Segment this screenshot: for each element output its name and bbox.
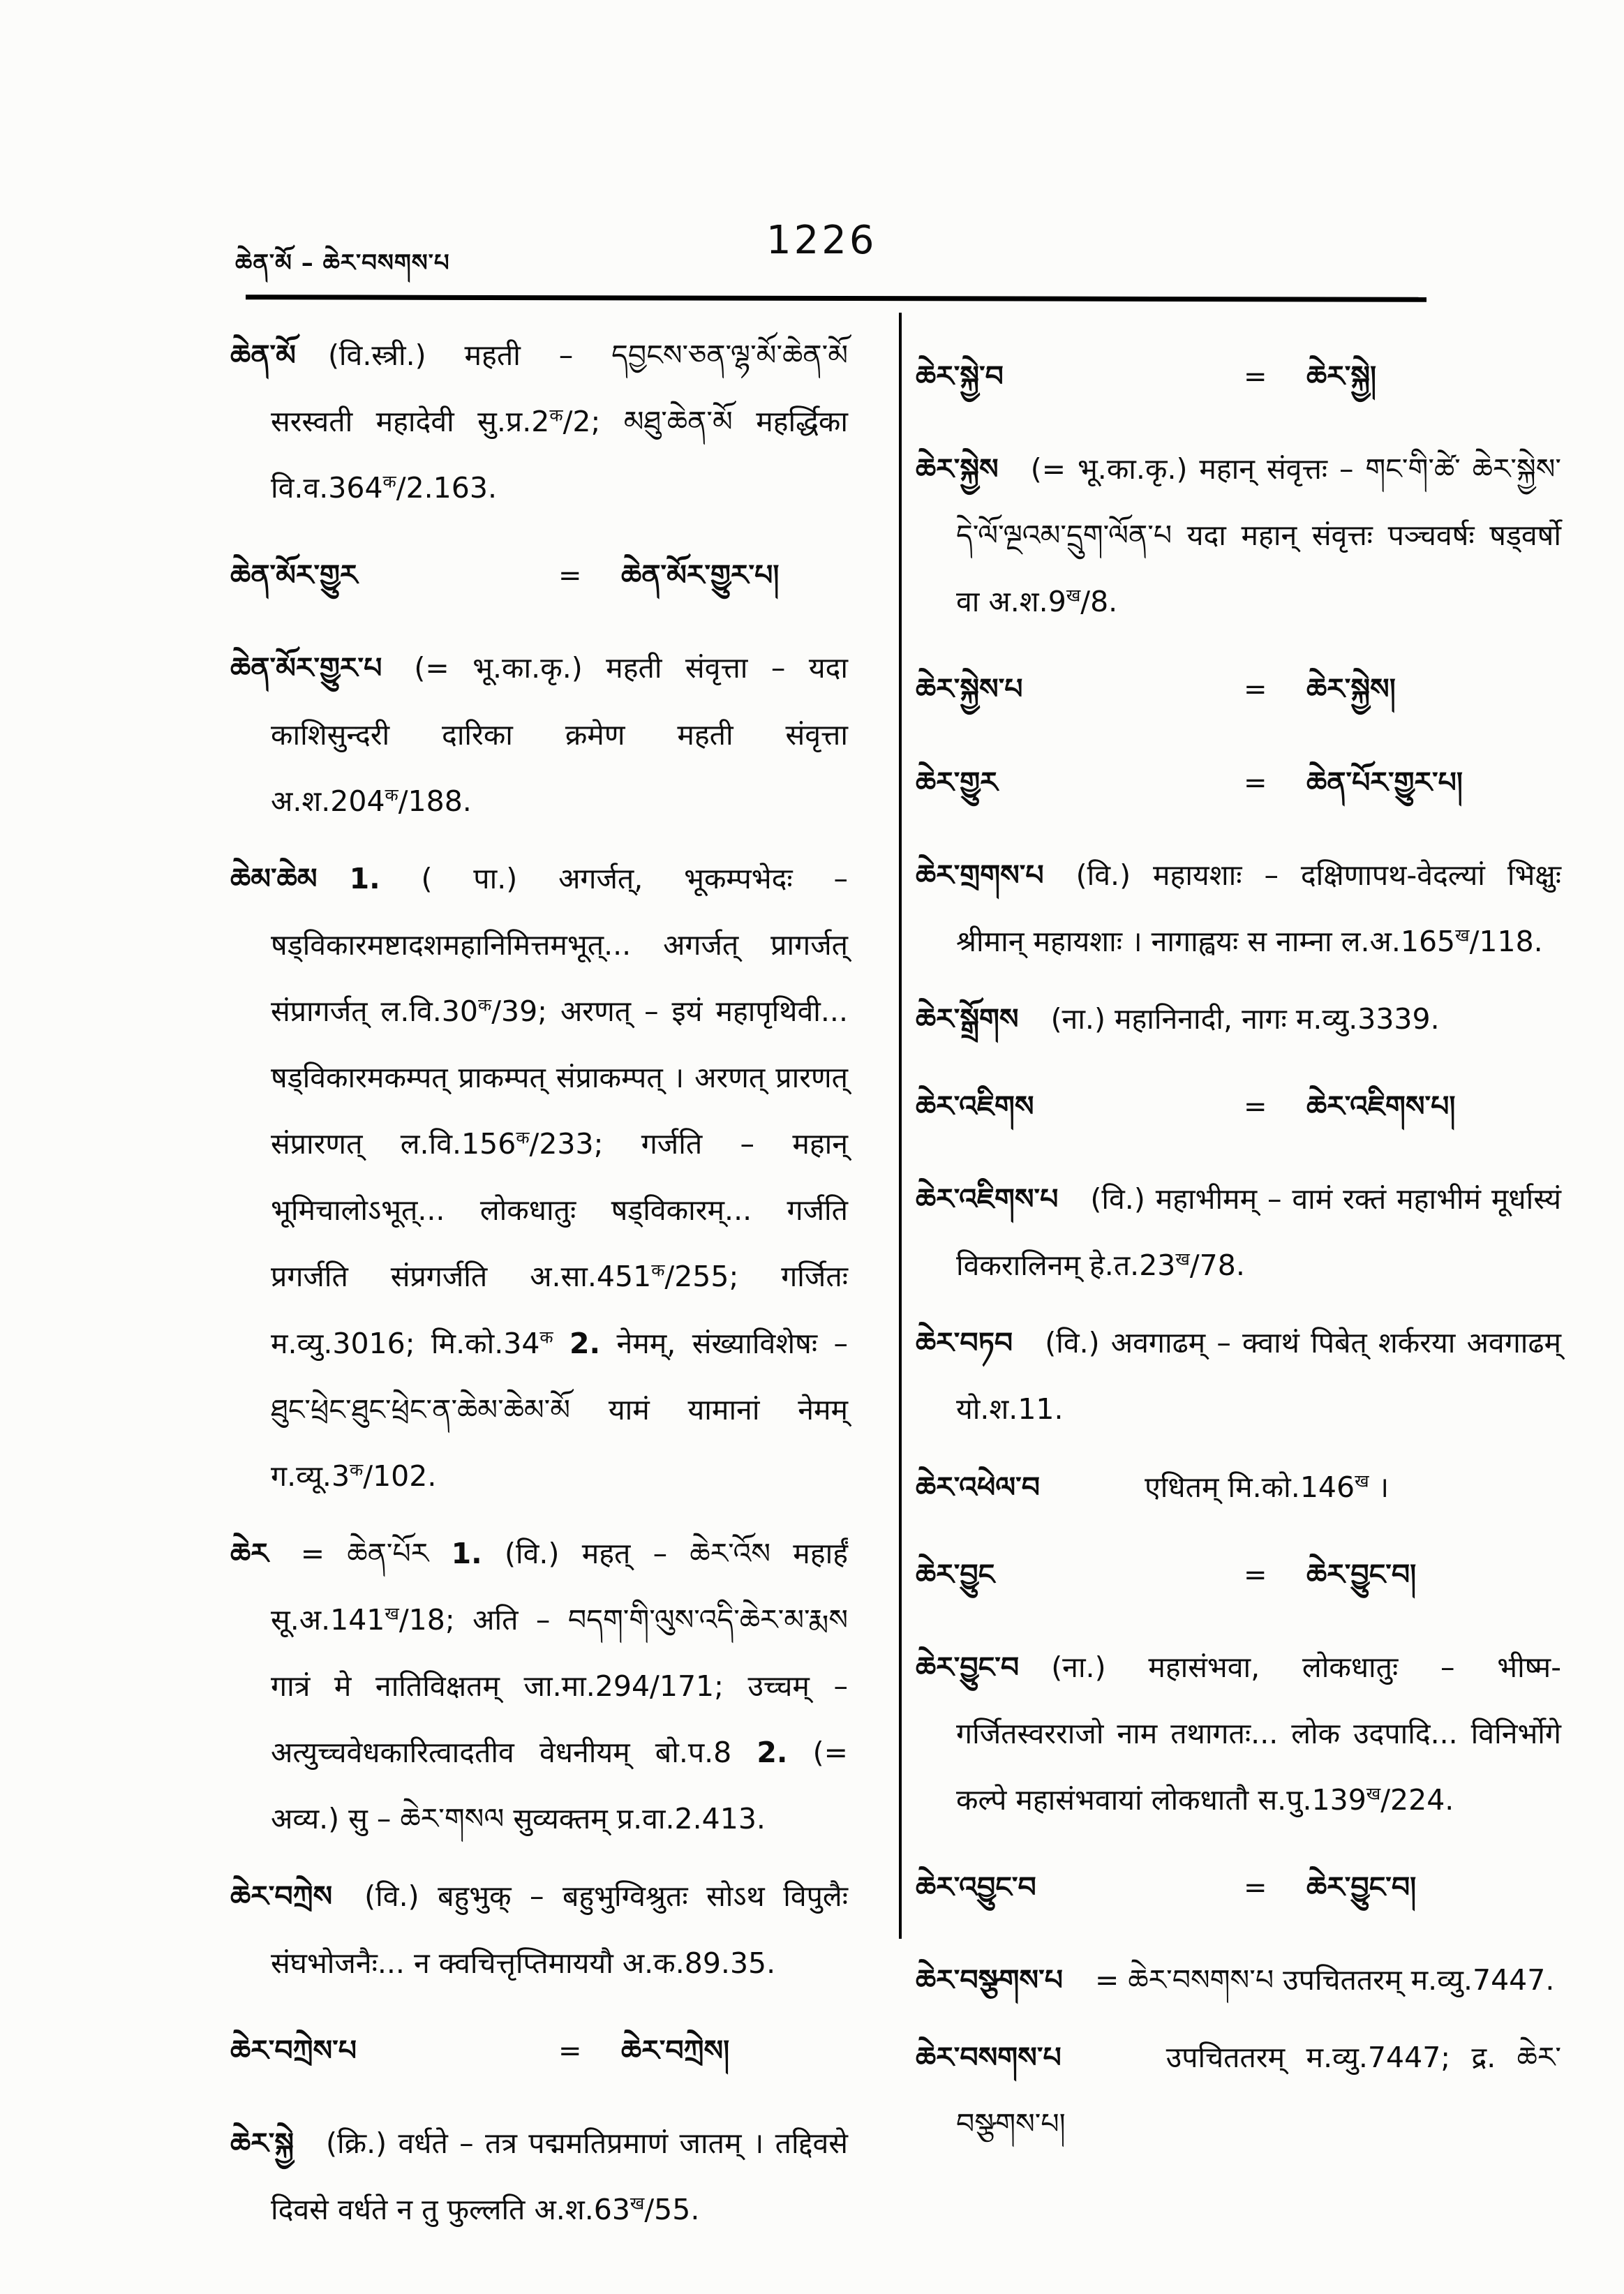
entry-equivalent-form: ཆེར་སྐྱེས། <box>1306 672 1396 706</box>
entry-equivalent-form: ཆེན་མོར་གྱུར་པ། <box>621 558 780 593</box>
dictionary-entry <box>916 343 1561 410</box>
entry-headword-tibetan: ཆེར་སྐྱེས <box>916 452 999 486</box>
entry-headword-tibetan: ཆེར་གྲགས་པ <box>916 858 1044 892</box>
dictionary-entry <box>230 2018 848 2084</box>
entry-body: (ना.) महानिनादी, नागः म.व्यु.3339. <box>1050 1001 1440 1036</box>
entry-equivalent-form: ཆེར་བཀྲེས། <box>621 2033 730 2067</box>
entry-body: (वि.) महाभीमम् – वामं रक्तं महाभीमं मूर्धास्यं विकरालिनम् $हे.त.23^ख/78$. <box>956 1182 1561 1283</box>
entry-body: (ना.) महासंभवा, लोकधातुः – भीष्म-गर्जितस्वरराजो नाम तथागतः... लोक उदपादि... विनिर्भोगे कल्पे महासंभवायां लोकधातौ $स.पु.139^ख/224$. <box>956 1650 1561 1817</box>
entry-headword-tibetan: ཆེན་མོར་གྱུར <box>230 558 358 593</box>
dictionary-entry <box>916 986 1561 1052</box>
dictionary-entry <box>230 2110 848 2243</box>
entry-body: 1. ( पा.) अगर्जत्, भूकम्पभेदः – षड्विकारमष्टादशमहानिमित्तमभूत्... अगर्जत् प्रागर्जत् संप्रागर्जत् $ल.वि.30^क/39$; अरणत् – इयं महापृथिवी... षड्विकारमकम्पत् प्राकम्पत् संप्राकम्पत् । अरणत् प्रारणत् संप्रारणत् $ल.वि.156^क/233$; गर्जति – महान् भूमिचालोऽभूत्... लोकधातुः षड्विकारम्... गर्जति प्रगर्जति संप्रगर्जति $अ.सा.451^क/255$; गर्जितः म.व्यु.3016; $मि.को.34^क$ 2. नेमम्, संख्याविशेषः – ཐུང་ཕྲེང་ཐུང་ཕྲེང་ན་ཆེམ་ཆེམ་མོ यामं यामानां नेमम् $ग.व्यू.3^क/102$. <box>271 861 849 1493</box>
dictionary-entry <box>916 1947 1561 2013</box>
entry-headword-tibetan: ཆེར་འབྱུང་བ <box>916 1870 1036 1905</box>
entry-body: (वि.) अवगाढम् – क्वाथं पिबेत् शर्करया अवगाढम् यो.श.11. <box>956 1326 1561 1427</box>
equals-sign: = <box>558 560 582 593</box>
entry-headword-tibetan: ཆེར་གྱུར <box>916 765 998 799</box>
dictionary-entry <box>916 436 1561 635</box>
entry-headword-tibetan: ཆེར་བསྩགས་པ <box>916 1963 1063 1997</box>
entry-body: (वि.) बहुभुक् – बहुभुग्विश्रुतः सोऽथ विपुलैः संघभोजनैः... न क्वचित्तृप्तिमाययौ अ.क.89.35. <box>271 1879 848 1980</box>
page-number: 1226 <box>766 218 877 263</box>
dictionary-entry <box>230 322 848 521</box>
dictionary-entry <box>230 1863 848 1996</box>
entry-headword-tibetan: ཆེར་བསགས་པ <box>916 2041 1061 2075</box>
entry-body: (वि.) महायशाः – दक्षिणापथ-वेदल्यां भिक्षुः श्रीमान् महायशाः । नागाह्वयः स नाम्ना $ल.अ.165^ख/118$. <box>956 858 1561 958</box>
dictionary-column-left <box>230 322 848 2254</box>
equals-sign: = <box>558 2034 582 2067</box>
equals-sign: = <box>1244 1558 1267 1591</box>
entry-body: (वि.स्त्री.) महती – དབྱངས་ཅན་ལྷ་མོ་ཆེན་མོ सरस्वती महादेवी $सु.प्र.2^क/2$; མཐུ་ཆེན་མོ महर्द्धिका $वि.व.364^क/2.163$. <box>271 338 849 505</box>
entry-equivalent-form: ཆེར་བྱུང་བ། <box>1306 1870 1417 1905</box>
equals-sign: = <box>1244 766 1267 799</box>
entry-body: उपचिततरम् म.व्यु.7447; द्र. ཆེར་བསྩགས་པ། <box>956 2041 1561 2141</box>
entry-headword-tibetan: ཆེན་མོ <box>230 338 296 372</box>
entry-headword-tibetan: ཆེར་བཏབ <box>916 1326 1013 1360</box>
dictionary-entry <box>916 1542 1561 1608</box>
entry-body: एधितम् $मि.को.146^ख$ । <box>1145 1470 1390 1504</box>
dictionary-entry <box>916 1166 1561 1299</box>
dictionary-entry <box>230 635 848 834</box>
entry-headword-tibetan: ཆེར་བཀྲེས་པ <box>230 2033 357 2067</box>
entry-headword-tibetan: ཆེར་སྐྱེ <box>230 2126 295 2160</box>
column-divider <box>899 313 902 1939</box>
dictionary-entry <box>916 1454 1561 1521</box>
entry-headword-tibetan: ཆེར <box>230 1536 269 1570</box>
dictionary-entry <box>916 842 1561 975</box>
entry-equivalent-form: ཆེར་འཇིགས་པ། <box>1306 1089 1456 1123</box>
entry-body: = ཆེན་པོར 1. (वि.) महत् – ཆེར་འོས महार्हं $सू.अ.141^ख/18$; अति – བདག་གི་ལུས་འདི་ཆེར་མ་རྨས गात्रं मे नातिविक्षतम् जा.मा.294/171; उच्चम् – अत्युच्चवेधकारित्वादतीव वेधनीयम् बो.प.8 2. (= अव्य.) सु – ཆེར་གསལ सुव्यक्तम् प्र.वा.2.413. <box>271 1536 849 1836</box>
entry-headword-tibetan: ཆེར་འཇིགས <box>916 1089 1034 1123</box>
dictionary-entry <box>916 750 1561 816</box>
dictionary-entry <box>916 656 1561 722</box>
equals-sign: = <box>1244 673 1267 706</box>
entry-headword-tibetan: ཆེར་བཀྲེས <box>230 1879 333 1914</box>
dictionary-entry <box>916 1854 1561 1921</box>
entry-headword-tibetan: ཆེར་སྒྲོགས <box>916 1001 1019 1036</box>
dictionary-entry <box>916 1634 1561 1833</box>
entry-headword-tibetan: ཆེར་བྱུང <box>916 1557 995 1591</box>
dictionary-entry <box>230 1521 848 1853</box>
dictionary-column-right <box>916 322 1561 2169</box>
entry-headword-tibetan: ཆེན་མོར་གྱུར་པ <box>230 651 382 685</box>
entry-headword-tibetan: ཆེར་སྐྱེ་བ <box>916 359 1004 393</box>
equals-sign: = <box>1244 361 1267 393</box>
dictionary-entry <box>916 2025 1561 2157</box>
entry-headword-tibetan: ཆེར་འཕེལ་བ <box>916 1470 1041 1504</box>
entry-headword-tibetan: ཆེམ་ཆེམ <box>230 861 318 895</box>
entry-headword-tibetan: ཆེར་བྱུང་བ <box>916 1650 1020 1684</box>
entry-headword-tibetan: ཆེར་སྐྱེས་པ <box>916 672 1023 706</box>
entry-body: = ཆེར་བསགས་པ उपचिततरम् म.व्यु.7447. <box>1095 1963 1555 1997</box>
dictionary-entry <box>916 1073 1561 1140</box>
dictionary-entry <box>916 1310 1561 1443</box>
equals-sign: = <box>1244 1872 1267 1905</box>
equals-sign: = <box>1244 1090 1267 1123</box>
entry-body: (क्रि.) वर्धते – तत्र पद्ममतिप्रमाणं जातम् । तद्दिवसे दिवसे वर्धते न तु फुल्लति $अ.श.63^ख/55$. <box>271 2126 848 2226</box>
dictionary-entry <box>230 542 848 609</box>
entry-equivalent-form: ཆེར་བྱུང་བ། <box>1306 1557 1417 1591</box>
running-head: ཆེན་མོ – ཆེར་བསགས་པ <box>235 249 450 277</box>
entry-equivalent-form: ཆེན་པོར་གྱུར་པ། <box>1306 765 1463 799</box>
entry-body: (= भू.का.कृ.) महान् संवृत्तः – གང་གི་ཚེ་ ཆེར་སྐྱེས་དེ་ལོ་ལྔའམ་དྲུག་ལོན་པ यदा महान् संवृत्तः पञ्चवर्षः षड्वर्षो वा $अ.श.9^ख/8$. <box>956 452 1561 619</box>
entry-body: (= भू.का.कृ.) महती संवृत्ता – यदा काशिसुन्दरी दारिका क्रमेण महती संवृत्ता $अ.श.204^क/188$. <box>271 651 848 818</box>
dictionary-entry <box>230 846 848 1510</box>
entry-headword-tibetan: ཆེར་འཇིགས་པ <box>916 1182 1059 1216</box>
entry-equivalent-form: ཆེར་སྐྱེ། <box>1306 359 1377 393</box>
